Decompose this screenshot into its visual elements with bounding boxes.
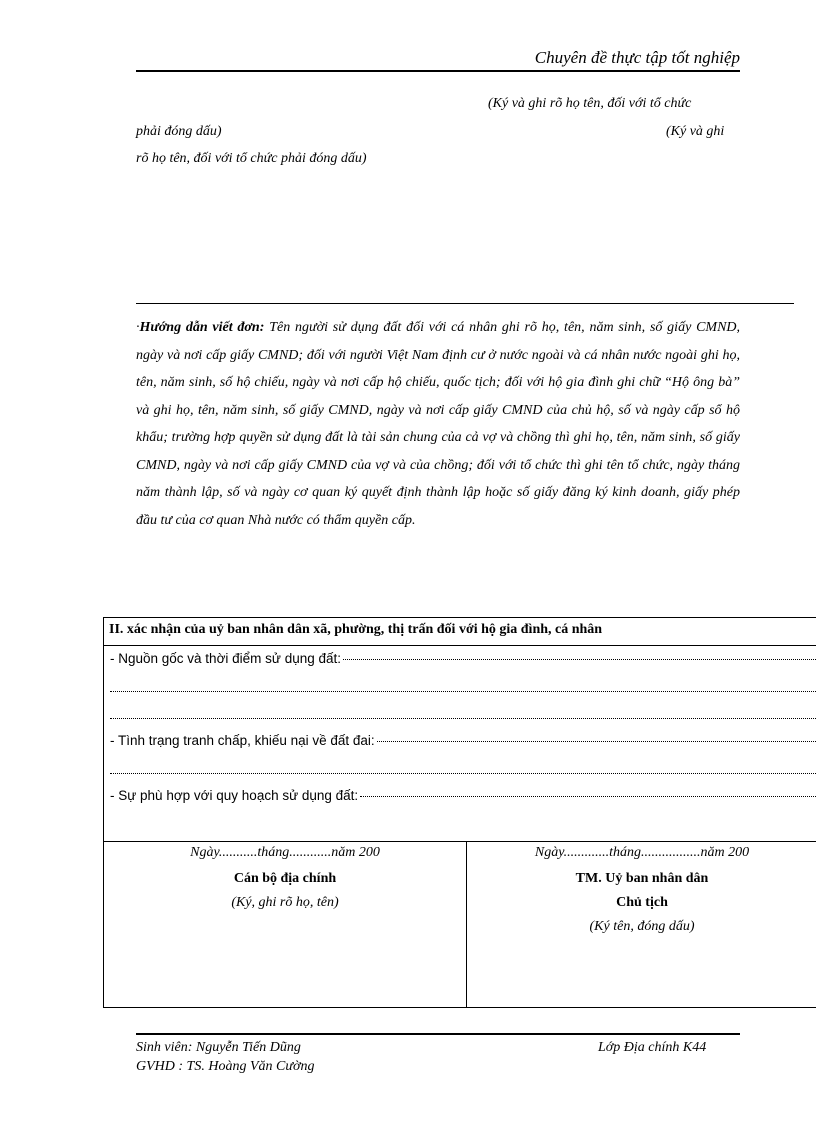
right-signature-block [468, 845, 816, 935]
header-rule [136, 70, 740, 72]
footer-student: Sinh viên: Nguyễn Tiến Dũng [136, 1040, 301, 1055]
right-sign-role2: Chủ tịch [616, 895, 668, 910]
dotted-line [110, 718, 816, 719]
field-dispute-status-line [377, 741, 816, 742]
dotted-line [110, 773, 816, 774]
left-signature-block [104, 845, 466, 911]
field-planning-compliance-label: - Sự phù hợp với quy hoạch sử dụng đất: [110, 788, 359, 803]
signature-note-line2-left: phải đóng dấu) [136, 124, 222, 139]
signature-note-line2-right: (Ký và ghi [666, 124, 725, 139]
guide-paragraph: ·Hướng dẫn viết đơn: Tên người sử dụng đất đối với cá nhân ghi rõ họ, tên, năm sinh, số giấy CMND, ngày và nơi cấp giấy CMND; đối với người Việt Nam định cư ở nước ngoài và cá nhân nước ngoài ghi họ, tên, năm sinh, số hộ chiếu, ngày và nơi cấp hộ chiếu, quốc tịch; đối với hộ gia đình ghi chữ “Hộ ông bà” và ghi họ, tên, năm sinh, số giấy CMND, ngày và nơi cấp giấy CMND của chủ hộ, số và ngày cấp sổ hộ khẩu; trường hợp quyền sử dụng đất là tài sản chung của cả vợ và chồng thì ghi họ, tên, năm sinh, số giấy CMND, ngày và nơi cấp giấy CMND của vợ và của chồng; đối với tổ chức thì ghi tên tổ chức, ngày tháng năm thành lập, số và ngày cơ quan ký quyết định thành lập hoặc số giấy đăng ký kinh doanh, giấy phép đầu tư của cơ quan Nhà nước có thẩm quyền cấp. [136, 320, 741, 528]
signature-note-line3: rõ họ tên, đối với tổ chức phải đóng dấu) [136, 151, 367, 166]
field-dispute-status[interactable] [110, 733, 816, 748]
guide-separator [136, 303, 794, 304]
dotted-line [110, 691, 816, 692]
field-dispute-status-label: - Tình trạng tranh chấp, khiếu nại về đất đai: [110, 733, 375, 748]
confirmation-box [103, 617, 816, 1008]
section2-title: II. xác nhận của uỷ ban nhân dân xã, phường, thị trấn đối với hộ gia đình, cá nhân [109, 622, 603, 637]
field-planning-compliance[interactable] [110, 788, 816, 803]
left-sign-note: (Ký, ghi rõ họ, tên) [231, 895, 339, 910]
footer-rule [136, 1033, 740, 1035]
footer-class: Lớp Địa chính K44 [598, 1040, 707, 1055]
footer-advisor: GVHD : TS. Hoàng Văn Cường [136, 1059, 315, 1074]
page-header-title: Chuyên đề thực tập tốt nghiệp [534, 48, 740, 67]
signature-note-line1: (Ký và ghi rõ họ tên, đối với tổ chức [488, 96, 692, 111]
left-sign-date: Ngày...........tháng............năm 200 [190, 845, 380, 860]
field-land-origin-line [343, 659, 816, 660]
right-sign-role: TM. Uỷ ban nhân dân [575, 871, 709, 886]
field-land-origin-label: - Nguồn gốc và thời điểm sử dụng đất: [110, 651, 342, 666]
section2-title-rule [103, 645, 816, 646]
guide-text: Tên người sử dụng đất đối với cá nhân ghi rõ họ, tên, năm sinh, số giấy CMND, ngày và nơi cấp giấy CMND; đối với người Việt Nam định cư ở nước ngoài và cá nhân nước ngoài ghi họ, tên, năm sinh, số hộ chiếu, ngày và nơi cấp hộ chiếu, quốc tịch; đối với hộ gia đình ghi chữ “Hộ ông bà” và ghi họ, tên, năm sinh, số giấy CMND, ngày và nơi cấp giấy CMND của chủ hộ, số và ngày cấp sổ hộ khẩu; trường hợp quyền sử dụng đất là tài sản chung của cả vợ và chồng thì ghi họ, tên, năm sinh, số giấy CMND, ngày và nơi cấp giấy CMND của vợ và của chồng; đối với tổ chức thì ghi tên tổ chức, ngày tháng năm thành lập, số và ngày cơ quan ký quyết định thành lập hoặc số giấy đăng ký kinh doanh, giấy phép đầu tư của cơ quan Nhà nước có thẩm quyền cấp. [136, 320, 741, 528]
guide-label: Hướng dẫn viết đơn: [139, 320, 265, 335]
field-planning-compliance-line [360, 796, 816, 797]
signature-row-rule [103, 841, 816, 842]
right-sign-note: (Ký tên, đóng dấu) [589, 919, 695, 934]
right-sign-date: Ngày.............tháng.................năm 200 [534, 845, 750, 860]
signature-column-divider [466, 841, 467, 1007]
field-land-origin[interactable] [110, 651, 816, 666]
left-sign-role: Cán bộ địa chính [233, 871, 337, 886]
